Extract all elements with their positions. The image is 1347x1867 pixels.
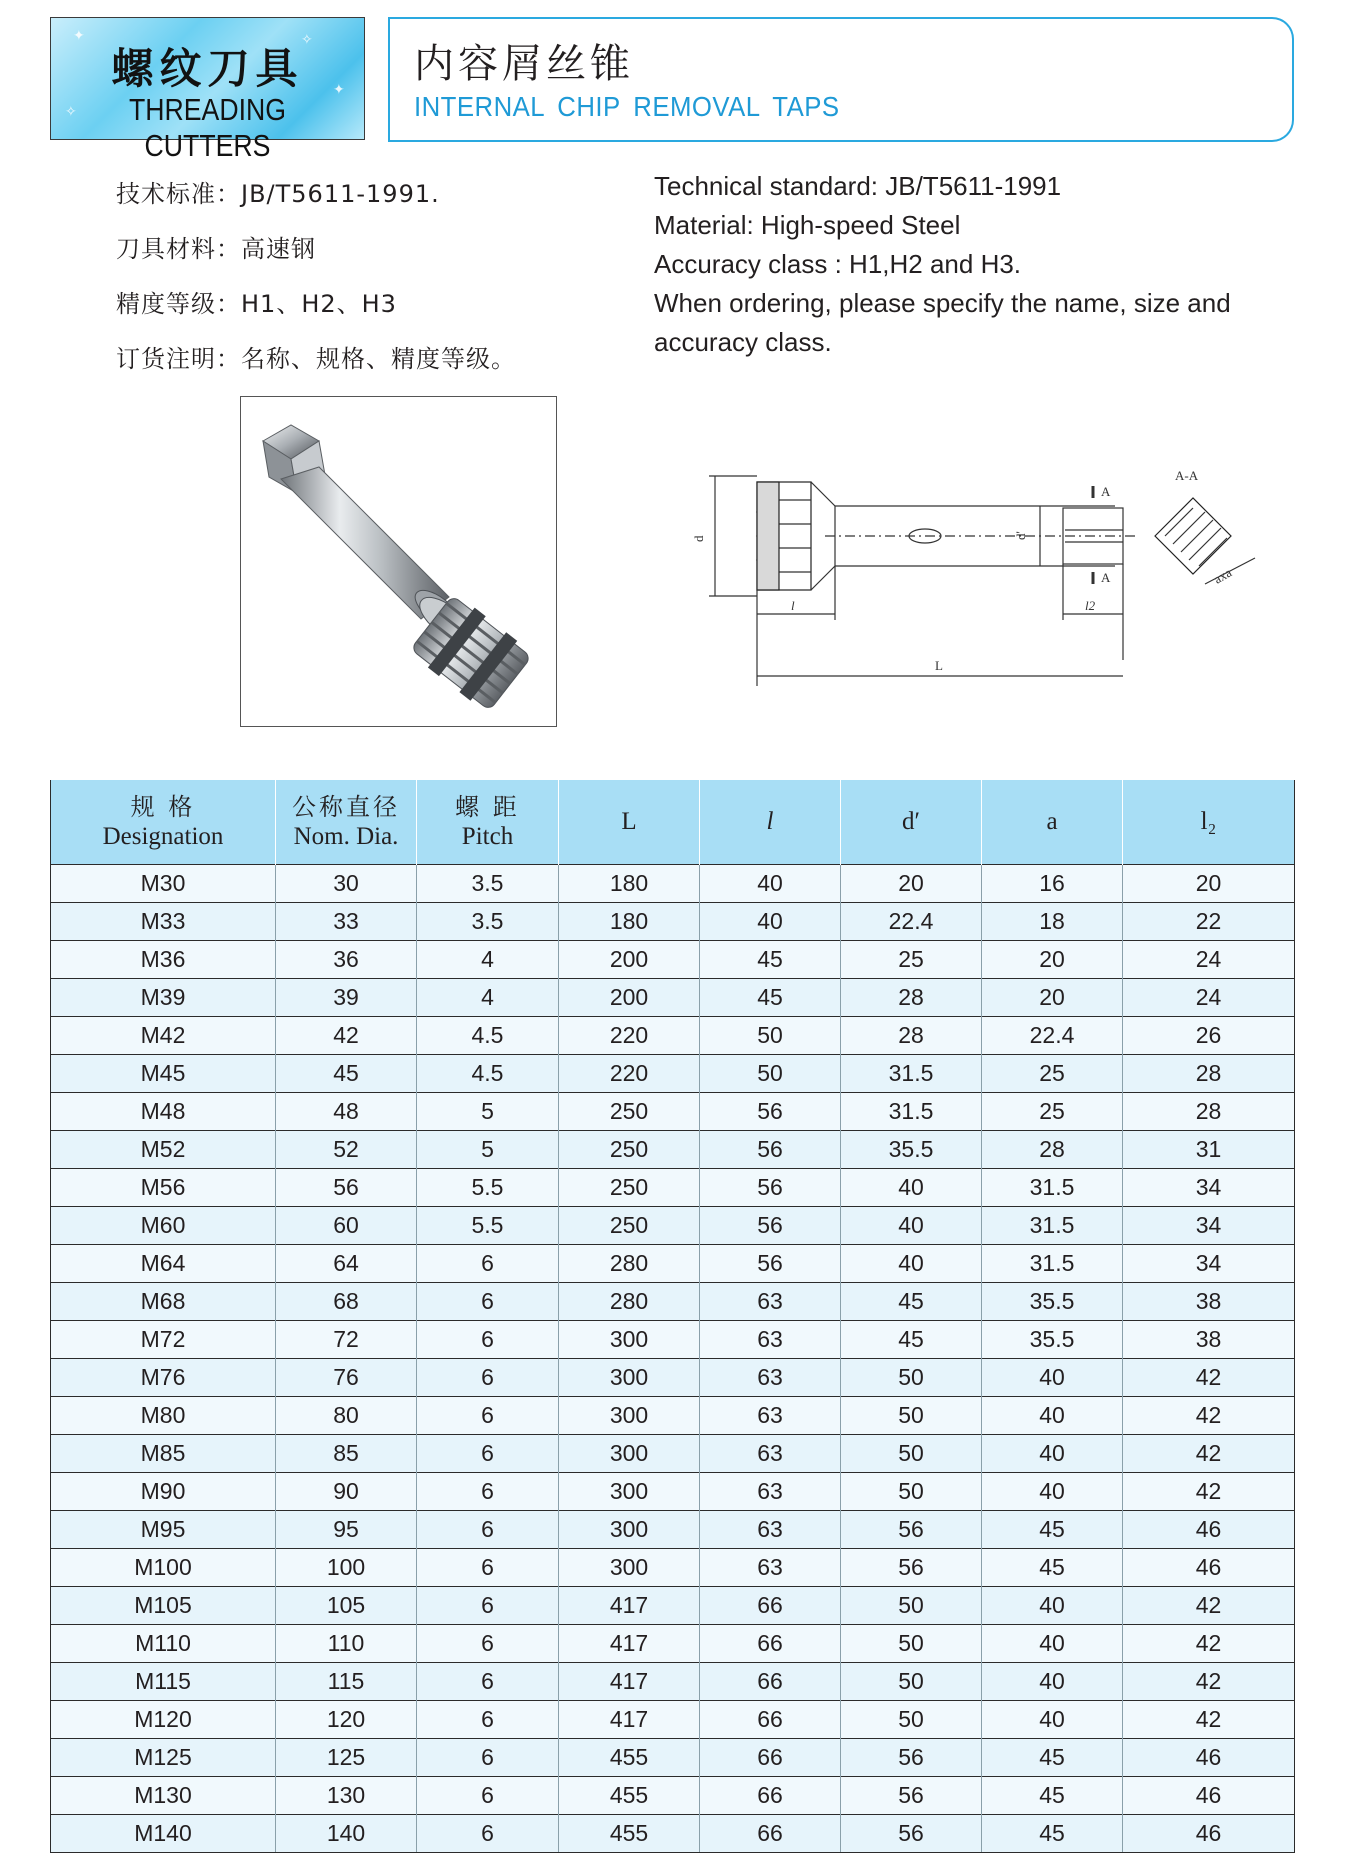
table-row <box>51 1055 1295 1093</box>
cell-l: 56 <box>700 1207 841 1245</box>
table-row <box>51 941 1295 979</box>
cell-l: 63 <box>700 1397 841 1435</box>
cell-nom-dia: 85 <box>276 1435 417 1473</box>
table-header-row <box>51 780 1295 865</box>
cell-L: 280 <box>559 1283 700 1321</box>
cell-d-prime: 40 <box>841 1245 982 1283</box>
cell-L: 300 <box>559 1549 700 1587</box>
dim-label-L: L <box>935 658 943 673</box>
cell-a: 45 <box>982 1739 1123 1777</box>
col-header-designation: 规 格 Designation <box>51 780 276 865</box>
cell-nom-dia: 30 <box>276 865 417 903</box>
cell-L: 250 <box>559 1207 700 1245</box>
cell-a: 45 <box>982 1777 1123 1815</box>
col-header-l2: l₂ <box>1123 780 1295 865</box>
cell-a: 22.4 <box>982 1017 1123 1055</box>
cell-designation: M30 <box>51 865 276 903</box>
cell-pitch: 4.5 <box>417 1017 559 1055</box>
cell-d-prime: 20 <box>841 865 982 903</box>
cell-d-prime: 56 <box>841 1549 982 1587</box>
cell-l2: 46 <box>1123 1739 1295 1777</box>
sparkle-icon: ✦ <box>73 28 85 44</box>
cell-designation: M140 <box>51 1815 276 1853</box>
cell-l: 56 <box>700 1093 841 1131</box>
cell-a: 40 <box>982 1701 1123 1739</box>
cell-a: 40 <box>982 1473 1123 1511</box>
cell-d-prime: 50 <box>841 1663 982 1701</box>
table-row <box>51 1511 1295 1549</box>
col-header-L: L <box>559 780 700 865</box>
spec-accuracy-en: Accuracy class : H1,H2 and H3. <box>654 249 1022 279</box>
table-row <box>51 903 1295 941</box>
cell-l: 56 <box>700 1245 841 1283</box>
col-header-l: l <box>700 780 841 865</box>
cell-pitch: 6 <box>417 1777 559 1815</box>
spec-material-cn: 刀具材料：高速钢 <box>116 235 316 263</box>
cell-nom-dia: 36 <box>276 941 417 979</box>
product-photo <box>240 396 557 727</box>
cell-l: 66 <box>700 1701 841 1739</box>
cell-d-prime: 50 <box>841 1435 982 1473</box>
cell-pitch: 6 <box>417 1587 559 1625</box>
cell-pitch: 4 <box>417 941 559 979</box>
cell-l2: 34 <box>1123 1207 1295 1245</box>
cell-L: 280 <box>559 1245 700 1283</box>
cell-d-prime: 40 <box>841 1207 982 1245</box>
cell-designation: M33 <box>51 903 276 941</box>
cell-nom-dia: 100 <box>276 1549 417 1587</box>
cell-nom-dia: 68 <box>276 1283 417 1321</box>
cell-l: 63 <box>700 1549 841 1587</box>
cell-designation: M95 <box>51 1511 276 1549</box>
table-row <box>51 1245 1295 1283</box>
cell-l: 66 <box>700 1587 841 1625</box>
cell-l: 40 <box>700 865 841 903</box>
cell-pitch: 6 <box>417 1359 559 1397</box>
cell-designation: M48 <box>51 1093 276 1131</box>
cell-a: 40 <box>982 1359 1123 1397</box>
tap-photo-illustration <box>241 397 556 726</box>
page-title-cn: 内容屑丝锥 <box>414 41 634 87</box>
cell-a: 20 <box>982 979 1123 1017</box>
col-header-pitch: 螺 距 Pitch <box>417 780 559 865</box>
cell-nom-dia: 76 <box>276 1359 417 1397</box>
cell-d-prime: 50 <box>841 1701 982 1739</box>
cell-L: 250 <box>559 1093 700 1131</box>
cell-nom-dia: 140 <box>276 1815 417 1853</box>
spec-ordering-cn: 订货注明：名称、规格、精度等级。 <box>116 345 516 373</box>
table-row <box>51 1283 1295 1321</box>
section-mark-a-bottom: A <box>1101 570 1111 585</box>
cell-a: 40 <box>982 1587 1123 1625</box>
col-header-a: a <box>982 780 1123 865</box>
brand-title-cn: 螺纹刀具 <box>111 44 304 93</box>
cell-L: 300 <box>559 1511 700 1549</box>
cell-d-prime: 31.5 <box>841 1093 982 1131</box>
cell-l2: 38 <box>1123 1283 1295 1321</box>
spec-ordering-en-cont: accuracy class. <box>654 327 832 357</box>
cell-designation: M125 <box>51 1739 276 1777</box>
cell-a: 45 <box>982 1815 1123 1853</box>
cell-l: 50 <box>700 1017 841 1055</box>
cell-L: 300 <box>559 1397 700 1435</box>
cell-nom-dia: 80 <box>276 1397 417 1435</box>
cell-nom-dia: 45 <box>276 1055 417 1093</box>
page-title-en: INTERNAL CHIP REMOVAL TAPS <box>414 91 840 122</box>
cell-pitch: 6 <box>417 1549 559 1587</box>
cell-l: 63 <box>700 1473 841 1511</box>
cell-l: 63 <box>700 1359 841 1397</box>
cell-nom-dia: 42 <box>276 1017 417 1055</box>
table-row <box>51 979 1295 1017</box>
cell-l2: 34 <box>1123 1169 1295 1207</box>
brand-logo-box <box>50 17 365 163</box>
cell-d-prime: 28 <box>841 979 982 1017</box>
table-row <box>51 865 1295 903</box>
table-row <box>51 1169 1295 1207</box>
cell-nom-dia: 120 <box>276 1701 417 1739</box>
spec-table <box>50 780 1295 1853</box>
cell-pitch: 5 <box>417 1131 559 1169</box>
cell-d-prime: 50 <box>841 1359 982 1397</box>
cell-designation: M85 <box>51 1435 276 1473</box>
cell-pitch: 6 <box>417 1435 559 1473</box>
cell-l2: 31 <box>1123 1131 1295 1169</box>
cell-l2: 46 <box>1123 1777 1295 1815</box>
cell-designation: M76 <box>51 1359 276 1397</box>
cell-L: 180 <box>559 865 700 903</box>
cell-pitch: 6 <box>417 1663 559 1701</box>
cell-nom-dia: 90 <box>276 1473 417 1511</box>
cell-l2: 28 <box>1123 1055 1295 1093</box>
dim-label-axa: axa <box>1211 564 1235 587</box>
cell-L: 417 <box>559 1625 700 1663</box>
cell-l: 66 <box>700 1625 841 1663</box>
col-header-d-prime: d′ <box>841 780 982 865</box>
cell-designation: M100 <box>51 1549 276 1587</box>
cell-a: 31.5 <box>982 1207 1123 1245</box>
cell-L: 300 <box>559 1321 700 1359</box>
cell-designation: M45 <box>51 1055 276 1093</box>
section-mark-a-top: A <box>1101 484 1111 499</box>
cell-l2: 26 <box>1123 1017 1295 1055</box>
dim-label-d: d <box>691 535 706 542</box>
cell-designation: M105 <box>51 1587 276 1625</box>
cell-d-prime: 22.4 <box>841 903 982 941</box>
table-row <box>51 1207 1295 1245</box>
section-label-aa: A-A <box>1175 468 1199 483</box>
cell-l2: 34 <box>1123 1245 1295 1283</box>
table-row <box>51 1321 1295 1359</box>
cell-l2: 24 <box>1123 979 1295 1017</box>
sparkle-icon: ✧ <box>301 32 313 48</box>
col-header-nom-dia: 公称直径 Nom. Dia. <box>276 780 417 865</box>
table-row <box>51 1777 1295 1815</box>
cell-a: 16 <box>982 865 1123 903</box>
spec-material-en: Material: High-speed Steel <box>654 210 961 240</box>
cell-l2: 46 <box>1123 1511 1295 1549</box>
cell-d-prime: 25 <box>841 941 982 979</box>
cell-a: 40 <box>982 1435 1123 1473</box>
cell-l2: 46 <box>1123 1815 1295 1853</box>
cell-a: 25 <box>982 1093 1123 1131</box>
cell-pitch: 6 <box>417 1397 559 1435</box>
cell-nom-dia: 72 <box>276 1321 417 1359</box>
cell-nom-dia: 110 <box>276 1625 417 1663</box>
cell-pitch: 3.5 <box>417 865 559 903</box>
table-row <box>51 1701 1295 1739</box>
cell-L: 250 <box>559 1169 700 1207</box>
cell-designation: M60 <box>51 1207 276 1245</box>
cell-d-prime: 50 <box>841 1587 982 1625</box>
cell-l: 56 <box>700 1131 841 1169</box>
cell-l2: 46 <box>1123 1549 1295 1587</box>
cell-L: 200 <box>559 941 700 979</box>
cell-pitch: 5.5 <box>417 1169 559 1207</box>
cell-nom-dia: 52 <box>276 1131 417 1169</box>
cell-l2: 20 <box>1123 865 1295 903</box>
cell-a: 25 <box>982 1055 1123 1093</box>
cell-l: 63 <box>700 1283 841 1321</box>
cell-nom-dia: 125 <box>276 1739 417 1777</box>
cell-designation: M68 <box>51 1283 276 1321</box>
cell-d-prime: 35.5 <box>841 1131 982 1169</box>
cell-a: 18 <box>982 903 1123 941</box>
cell-d-prime: 45 <box>841 1283 982 1321</box>
cell-designation: M64 <box>51 1245 276 1283</box>
table-row <box>51 1549 1295 1587</box>
brand-title-en: THREADING CUTTERS <box>128 92 287 163</box>
table-row <box>51 1663 1295 1701</box>
cell-designation: M39 <box>51 979 276 1017</box>
cell-nom-dia: 33 <box>276 903 417 941</box>
cell-pitch: 6 <box>417 1321 559 1359</box>
cell-l: 66 <box>700 1815 841 1853</box>
cell-designation: M36 <box>51 941 276 979</box>
cell-nom-dia: 130 <box>276 1777 417 1815</box>
spec-ordering-en: When ordering, please specify the name, size and <box>654 288 1231 318</box>
cell-d-prime: 45 <box>841 1321 982 1359</box>
cell-d-prime: 40 <box>841 1169 982 1207</box>
cell-l2: 22 <box>1123 903 1295 941</box>
cell-L: 220 <box>559 1017 700 1055</box>
cell-nom-dia: 60 <box>276 1207 417 1245</box>
dim-label-l2: l2 <box>1085 598 1096 613</box>
sparkle-icon: ✦ <box>333 82 345 98</box>
spec-block-en <box>654 167 1304 362</box>
cell-L: 220 <box>559 1055 700 1093</box>
cell-l2: 24 <box>1123 941 1295 979</box>
cell-l: 63 <box>700 1511 841 1549</box>
cell-l2: 38 <box>1123 1321 1295 1359</box>
cell-L: 417 <box>559 1587 700 1625</box>
cell-a: 28 <box>982 1131 1123 1169</box>
cell-pitch: 6 <box>417 1511 559 1549</box>
cell-L: 300 <box>559 1359 700 1397</box>
cell-l: 56 <box>700 1169 841 1207</box>
cell-a: 40 <box>982 1663 1123 1701</box>
cell-designation: M130 <box>51 1777 276 1815</box>
cell-designation: M80 <box>51 1397 276 1435</box>
cell-pitch: 3.5 <box>417 903 559 941</box>
cell-designation: M115 <box>51 1663 276 1701</box>
cell-d-prime: 50 <box>841 1397 982 1435</box>
cell-L: 455 <box>559 1739 700 1777</box>
cell-L: 300 <box>559 1473 700 1511</box>
cell-designation: M52 <box>51 1131 276 1169</box>
cell-L: 417 <box>559 1701 700 1739</box>
cell-pitch: 4.5 <box>417 1055 559 1093</box>
cell-nom-dia: 115 <box>276 1663 417 1701</box>
cell-designation: M90 <box>51 1473 276 1511</box>
cell-L: 455 <box>559 1815 700 1853</box>
table-row <box>51 1359 1295 1397</box>
cell-l: 63 <box>700 1435 841 1473</box>
cell-pitch: 6 <box>417 1473 559 1511</box>
cell-a: 45 <box>982 1549 1123 1587</box>
cell-l: 40 <box>700 903 841 941</box>
cell-nom-dia: 105 <box>276 1587 417 1625</box>
cell-nom-dia: 48 <box>276 1093 417 1131</box>
cell-a: 45 <box>982 1511 1123 1549</box>
cell-a: 31.5 <box>982 1245 1123 1283</box>
cell-L: 455 <box>559 1777 700 1815</box>
cell-l: 45 <box>700 979 841 1017</box>
cell-nom-dia: 95 <box>276 1511 417 1549</box>
cell-d-prime: 50 <box>841 1625 982 1663</box>
cell-d-prime: 28 <box>841 1017 982 1055</box>
cell-d-prime: 56 <box>841 1777 982 1815</box>
cell-pitch: 6 <box>417 1815 559 1853</box>
cell-a: 35.5 <box>982 1321 1123 1359</box>
cell-d-prime: 56 <box>841 1815 982 1853</box>
spec-standard-cn: 技术标准：JB/T5611-1991. <box>116 180 440 208</box>
cell-l2: 42 <box>1123 1663 1295 1701</box>
cell-l2: 42 <box>1123 1587 1295 1625</box>
cell-a: 40 <box>982 1625 1123 1663</box>
cell-nom-dia: 39 <box>276 979 417 1017</box>
cell-nom-dia: 64 <box>276 1245 417 1283</box>
cell-designation: M42 <box>51 1017 276 1055</box>
table-row <box>51 1093 1295 1131</box>
cell-nom-dia: 56 <box>276 1169 417 1207</box>
cell-a: 35.5 <box>982 1283 1123 1321</box>
cell-d-prime: 50 <box>841 1473 982 1511</box>
cell-d-prime: 56 <box>841 1739 982 1777</box>
cell-designation: M56 <box>51 1169 276 1207</box>
cell-a: 40 <box>982 1397 1123 1435</box>
table-row <box>51 1435 1295 1473</box>
cell-L: 300 <box>559 1435 700 1473</box>
table-row <box>51 1625 1295 1663</box>
cell-pitch: 4 <box>417 979 559 1017</box>
sparkle-icon: ✧ <box>65 104 77 120</box>
cell-l2: 42 <box>1123 1359 1295 1397</box>
table-row <box>51 1397 1295 1435</box>
spec-accuracy-cn: 精度等级：H1、H2、H3 <box>116 290 397 318</box>
cell-L: 200 <box>559 979 700 1017</box>
cell-L: 180 <box>559 903 700 941</box>
cell-l2: 28 <box>1123 1093 1295 1131</box>
cell-l: 66 <box>700 1739 841 1777</box>
cell-l2: 42 <box>1123 1625 1295 1663</box>
cell-pitch: 6 <box>417 1245 559 1283</box>
cell-pitch: 5.5 <box>417 1207 559 1245</box>
table-row <box>51 1473 1295 1511</box>
cell-pitch: 6 <box>417 1701 559 1739</box>
dim-label-d-prime: d' <box>1013 531 1028 540</box>
table-row <box>51 1815 1295 1853</box>
cell-pitch: 6 <box>417 1739 559 1777</box>
cell-a: 31.5 <box>982 1169 1123 1207</box>
cell-pitch: 5 <box>417 1093 559 1131</box>
cell-a: 20 <box>982 941 1123 979</box>
cell-l: 66 <box>700 1777 841 1815</box>
cell-l: 63 <box>700 1321 841 1359</box>
table-row <box>51 1017 1295 1055</box>
cell-l: 45 <box>700 941 841 979</box>
cell-l2: 42 <box>1123 1701 1295 1739</box>
dim-label-l: l <box>791 598 795 613</box>
cell-pitch: 6 <box>417 1625 559 1663</box>
technical-drawing <box>691 460 1285 704</box>
cell-designation: M110 <box>51 1625 276 1663</box>
cell-l: 66 <box>700 1663 841 1701</box>
cell-d-prime: 56 <box>841 1511 982 1549</box>
spec-standard-en: Technical standard: JB/T5611-1991 <box>654 171 1062 201</box>
cell-pitch: 6 <box>417 1283 559 1321</box>
cell-d-prime: 31.5 <box>841 1055 982 1093</box>
cell-l2: 42 <box>1123 1473 1295 1511</box>
cell-L: 417 <box>559 1663 700 1701</box>
table-row <box>51 1131 1295 1169</box>
cell-l: 50 <box>700 1055 841 1093</box>
cell-L: 250 <box>559 1131 700 1169</box>
cell-l2: 42 <box>1123 1435 1295 1473</box>
cell-l2: 42 <box>1123 1397 1295 1435</box>
cell-designation: M72 <box>51 1321 276 1359</box>
cell-designation: M120 <box>51 1701 276 1739</box>
table-row <box>51 1587 1295 1625</box>
table-row <box>51 1739 1295 1777</box>
